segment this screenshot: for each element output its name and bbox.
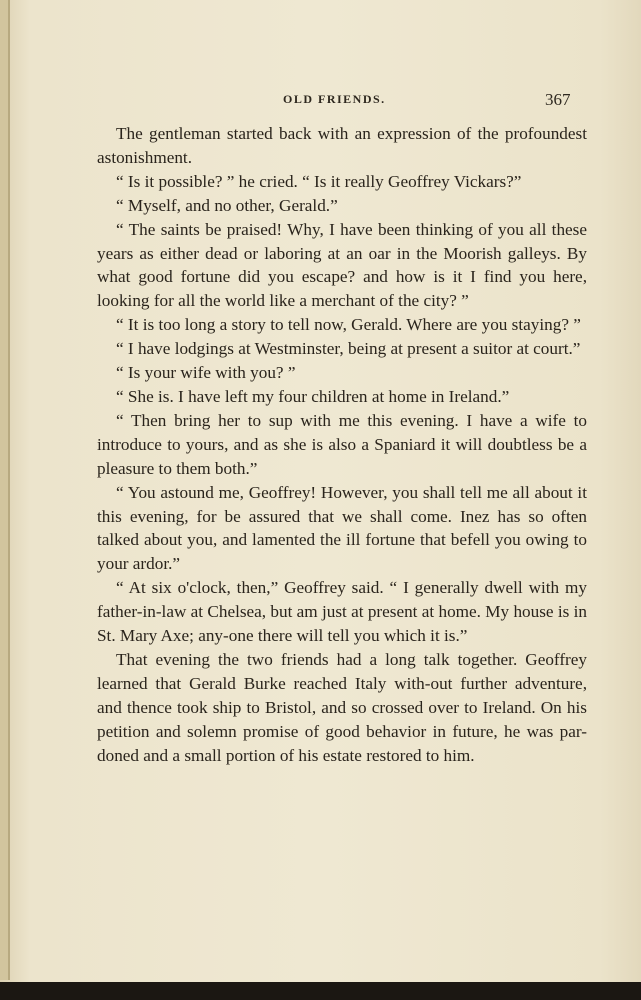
running-head [0, 90, 641, 110]
paragraph: That evening the two friends had a long talk together. Geoffrey learned that Gerald Burke reached Italy with-out further adventure, and thence took ship to Bristol, and so crossed over to Ireland. On his petition and solemn promise of good behavior in future, he was par-doned and a small portion of his estate restored to him. [97, 649, 587, 765]
paragraph: “ You astound me, Geoffrey! However, you shall tell me all about it this evening, for be assured that we shall come. Inez has so often talked about you, and lamented the ill fortune that befell you owing to your ardor.” [97, 482, 587, 574]
paragraph: “ She is. I have left my four children at home in Ireland.” [116, 386, 510, 406]
paragraph: “ Is your wife with you? ” [116, 363, 296, 383]
paragraph: “ It is too long a story to tell now, Gerald. Where are you staying? ” [116, 315, 581, 335]
body-text [97, 122, 587, 767]
paragraph: “ The saints be praised! Why, I have been thinking of you all these years as either dead or laboring at an oar in the Moorish galleys. By what good fortune did you escape? and how is it I find you here, looking for all the world like a merchant of the city? ” [97, 219, 587, 311]
paragraph: “ Then bring her to sup with me this evening. I have a wife to introduce to yours, and as she is also a Spaniard it will doubtless be a pleasure to them both.” [97, 410, 587, 478]
paragraph: The gentleman started back with an expression of the profoundest astonishment. [97, 124, 587, 167]
page-number: 367 [545, 90, 571, 109]
paragraph: “ At six o'clock, then,” Geoffrey said. “ I generally dwell with my father-in-law at Chelsea, but am just at present at home. My house is in St. Mary Axe; any-one there will tell you which it is.” [97, 578, 587, 646]
scan-bottom-edge [0, 982, 641, 1000]
paragraph: “ Myself, and no other, Gerald.” [116, 195, 338, 215]
running-title: OLD FRIENDS. [283, 92, 386, 106]
paragraph: “ Is it possible? ” he cried. “ Is it really Geoffrey Vickars?” [116, 171, 522, 191]
paragraph: “ I have lodgings at Westminster, being at present a suitor at court.” [116, 339, 581, 359]
page-gutter-line [8, 0, 10, 980]
